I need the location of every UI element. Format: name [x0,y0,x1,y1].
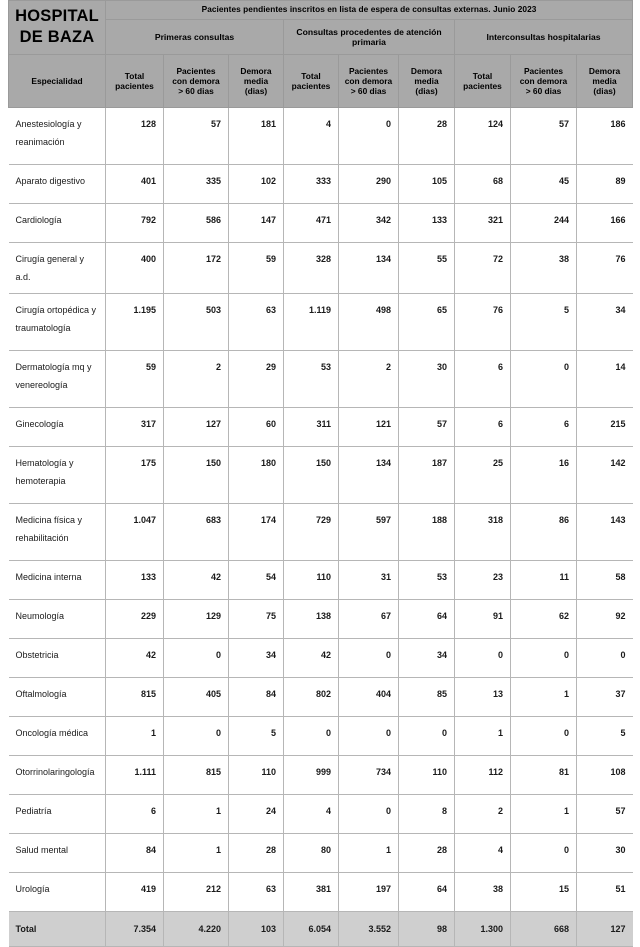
data-cell: 105 [399,165,455,204]
data-cell: 328 [284,243,339,294]
data-cell: 25 [455,447,511,504]
table-row [9,294,633,351]
data-cell: 381 [284,873,339,912]
data-cell: 503 [164,294,229,351]
data-cell: 5 [229,717,284,756]
data-cell: 121 [339,408,399,447]
table-row [9,108,633,165]
data-cell: 64 [399,873,455,912]
specialty-label-line: Cardiología [15,215,62,225]
data-cell: 150 [164,447,229,504]
data-cell: 166 [577,204,633,243]
specialty-label-line: reanimación [15,137,65,147]
label-dias: (dias) [593,86,616,97]
data-cell: 57 [164,108,229,165]
label-con-demora: con demora [519,75,568,86]
data-cell: 11 [511,561,577,600]
data-cell: 68 [455,165,511,204]
specialty-label-line: venereología [15,380,68,390]
data-cell: 215 [577,408,633,447]
total-data-cell: 98 [399,912,455,947]
data-cell: 134 [339,447,399,504]
table-body [9,108,633,947]
data-cell: 53 [284,351,339,408]
data-cell: 1.195 [106,294,164,351]
table-row [9,408,633,447]
specialty-label-line: Hematología y [15,458,74,468]
data-cell: 5 [511,294,577,351]
data-cell: 24 [229,795,284,834]
label-mas-60-dias: > 60 dias [525,86,562,97]
data-cell: 186 [577,108,633,165]
label-dias: (dias) [244,86,268,97]
data-cell: 110 [284,561,339,600]
data-cell: 13 [455,678,511,717]
label-dias: (dias) [415,86,438,97]
data-cell: 30 [577,834,633,873]
data-cell: 0 [164,717,229,756]
data-cell: 311 [284,408,339,447]
data-cell: 683 [164,504,229,561]
data-cell: 133 [399,204,455,243]
data-cell: 1 [164,834,229,873]
specialty-label-line: Cirugía ortopédica y [15,305,97,315]
label-pacientes: pacientes [291,81,331,91]
data-cell: 23 [455,561,511,600]
column-header-ap-demora-60 [339,55,399,108]
data-cell: 76 [455,294,511,351]
data-cell: 0 [339,717,399,756]
data-cell: 37 [577,678,633,717]
data-cell: 81 [511,756,577,795]
data-cell: 2 [339,351,399,408]
data-cell: 28 [399,108,455,165]
data-cell: 42 [164,561,229,600]
data-cell: 2 [164,351,229,408]
label-media: media [592,75,617,86]
table-row [9,678,633,717]
total-data-cell: 6.054 [284,912,339,947]
data-cell: 342 [339,204,399,243]
specialty-label-line: Otorrinolaringología [15,767,95,777]
specialty-cell [9,408,106,447]
data-cell: 34 [577,294,633,351]
table-row [9,873,633,912]
table-row [9,756,633,795]
total-label: Total [9,912,106,947]
total-row [9,912,633,947]
data-cell: 197 [339,873,399,912]
specialty-label-line: Cirugía general y a.d. [15,254,85,282]
data-cell: 0 [455,639,511,678]
data-cell: 175 [106,447,164,504]
group-header-atencion-primaria: Consultas procedentes de atención primaria [284,20,455,55]
data-cell: 815 [164,756,229,795]
data-cell: 244 [511,204,577,243]
data-cell: 419 [106,873,164,912]
data-cell: 54 [229,561,284,600]
data-cell: 84 [106,834,164,873]
data-cell: 400 [106,243,164,294]
data-cell: 51 [577,873,633,912]
data-cell: 187 [399,447,455,504]
specialty-label-line: hemoterapia [15,476,66,486]
data-cell: 67 [339,600,399,639]
data-cell: 188 [399,504,455,561]
data-cell: 317 [106,408,164,447]
column-header-pc-demora-media [229,55,284,108]
data-cell: 80 [284,834,339,873]
data-cell: 86 [511,504,577,561]
label-pacientes: Pacientes [176,65,216,76]
data-cell: 1.047 [106,504,164,561]
column-header-ap-demora-media [399,55,455,108]
data-cell: 28 [399,834,455,873]
data-cell: 586 [164,204,229,243]
specialty-label-line: Oncología médica [15,728,89,738]
data-cell: 84 [229,678,284,717]
data-cell: 1 [511,678,577,717]
specialty-cell [9,108,106,165]
group-header-primeras-consultas: Primeras consultas [106,20,284,55]
data-cell: 31 [339,561,399,600]
data-cell: 229 [106,600,164,639]
report-title: Pacientes pendientes inscritos en lista de espera de consultas externas. Junio 2023 [106,1,633,20]
data-cell: 4 [455,834,511,873]
data-cell: 91 [455,600,511,639]
data-cell: 63 [229,873,284,912]
total-data-cell: 7.354 [106,912,164,947]
data-cell: 112 [455,756,511,795]
data-cell: 1 [455,717,511,756]
label-mas-60-dias: > 60 dias [350,86,387,97]
table-row [9,204,633,243]
data-cell: 4 [284,108,339,165]
data-cell: 72 [455,243,511,294]
data-cell: 6 [455,351,511,408]
data-cell: 729 [284,504,339,561]
data-cell: 792 [106,204,164,243]
data-cell: 1 [164,795,229,834]
specialty-label-line: Pediatría [15,806,52,816]
data-cell: 60 [229,408,284,447]
table-row [9,795,633,834]
data-cell: 0 [577,639,633,678]
specialty-label-line: Anestesiología y [15,119,82,129]
table-row [9,600,633,639]
data-cell: 401 [106,165,164,204]
data-cell: 85 [399,678,455,717]
data-cell: 45 [511,165,577,204]
data-cell: 55 [399,243,455,294]
label-total: Total [472,70,493,81]
data-cell: 42 [284,639,339,678]
data-cell: 2 [455,795,511,834]
total-data-cell: 103 [229,912,284,947]
data-cell: 290 [339,165,399,204]
data-cell: 0 [339,795,399,834]
data-cell: 498 [339,294,399,351]
label-demora: Demora [240,65,272,76]
specialty-cell [9,351,106,408]
data-cell: 38 [455,873,511,912]
data-cell: 143 [577,504,633,561]
data-cell: 124 [455,108,511,165]
data-cell: 181 [229,108,284,165]
column-header-pc-total-pacientes [106,55,164,108]
label-pacientes: Pacientes [348,65,389,76]
data-cell: 14 [577,351,633,408]
data-cell: 34 [399,639,455,678]
specialty-label-line: Oftalmología [15,689,67,699]
data-cell: 1 [511,795,577,834]
total-data-cell: 4.220 [164,912,229,947]
data-cell: 1.119 [284,294,339,351]
specialty-cell [9,294,106,351]
data-cell: 318 [455,504,511,561]
specialty-label-line: traumatología [15,323,71,333]
data-cell: 333 [284,165,339,204]
data-cell: 174 [229,504,284,561]
data-cell: 129 [164,600,229,639]
data-cell: 89 [577,165,633,204]
table-row [9,243,633,294]
label-total: Total [124,70,145,81]
data-cell: 0 [399,717,455,756]
data-cell: 471 [284,204,339,243]
specialty-cell [9,873,106,912]
label-pacientes: pacientes [115,81,154,91]
hospital-name-line2: DE BAZA [19,27,95,46]
data-cell: 75 [229,600,284,639]
data-cell: 29 [229,351,284,408]
data-cell: 133 [106,561,164,600]
total-data-cell: 127 [577,912,633,947]
specialty-cell [9,834,106,873]
data-cell: 138 [284,600,339,639]
data-cell: 63 [229,294,284,351]
specialty-cell [9,447,106,504]
data-cell: 999 [284,756,339,795]
specialty-cell [9,600,106,639]
data-cell: 0 [511,717,577,756]
data-cell: 92 [577,600,633,639]
data-cell: 1.111 [106,756,164,795]
data-cell: 405 [164,678,229,717]
label-pacientes: Pacientes [523,65,564,76]
data-cell: 34 [229,639,284,678]
specialty-label-line: Aparato digestivo [15,176,86,186]
data-cell: 180 [229,447,284,504]
data-cell: 57 [511,108,577,165]
label-media: media [414,75,439,86]
specialty-cell [9,795,106,834]
data-cell: 42 [106,639,164,678]
data-cell: 28 [229,834,284,873]
data-cell: 16 [511,447,577,504]
data-cell: 108 [577,756,633,795]
data-cell: 53 [399,561,455,600]
specialty-label-line: Medicina física y [15,515,83,525]
data-cell: 0 [284,717,339,756]
specialty-label-line: rehabilitación [15,533,69,543]
specialty-cell [9,639,106,678]
data-cell: 815 [106,678,164,717]
data-cell: 6 [455,408,511,447]
column-header-ih-demora-media [577,55,633,108]
data-cell: 212 [164,873,229,912]
label-mas-60-dias: > 60 dias [178,86,214,97]
data-cell: 58 [577,561,633,600]
data-cell: 110 [399,756,455,795]
specialty-label-line: Salud mental [15,845,69,855]
data-cell: 142 [577,447,633,504]
column-header-row [9,55,633,108]
column-header-ap-total-pacientes [284,55,339,108]
data-cell: 734 [339,756,399,795]
label-demora: Demora [588,65,621,76]
table-row [9,351,633,408]
specialty-label-line: Medicina interna [15,572,82,582]
data-cell: 62 [511,600,577,639]
data-cell: 0 [511,834,577,873]
data-cell: 0 [339,108,399,165]
data-cell: 57 [577,795,633,834]
label-media: media [243,75,269,86]
data-cell: 0 [339,639,399,678]
data-cell: 321 [455,204,511,243]
waiting-list-table [8,0,633,947]
column-header-ih-demora-60 [511,55,577,108]
data-cell: 128 [106,108,164,165]
data-cell: 134 [339,243,399,294]
column-header-ih-total-pacientes [455,55,511,108]
data-cell: 6 [511,408,577,447]
table-row [9,639,633,678]
table-header [9,1,633,108]
specialty-cell [9,243,106,294]
table-row [9,834,633,873]
table-row [9,165,633,204]
data-cell: 6 [106,795,164,834]
specialty-label-line: Obstetricia [15,650,59,660]
column-header-especialidad: Especialidad [9,55,106,108]
data-cell: 172 [164,243,229,294]
data-cell: 102 [229,165,284,204]
data-cell: 127 [164,408,229,447]
total-data-cell: 668 [511,912,577,947]
group-header-interconsultas: Interconsultas hospitalarias [455,20,633,55]
specialty-cell [9,204,106,243]
data-cell: 8 [399,795,455,834]
column-header-pc-demora-60 [164,55,229,108]
specialty-cell [9,756,106,795]
specialty-label-line: Neumología [15,611,65,621]
specialty-cell [9,717,106,756]
report-title-row [9,1,633,20]
data-cell: 4 [284,795,339,834]
data-cell: 150 [284,447,339,504]
specialty-label-line: Ginecología [15,419,64,429]
data-cell: 404 [339,678,399,717]
specialty-cell [9,561,106,600]
total-data-cell: 3.552 [339,912,399,947]
table-row [9,561,633,600]
data-cell: 64 [399,600,455,639]
data-cell: 0 [511,351,577,408]
data-cell: 1 [106,717,164,756]
label-con-demora: con demora [344,75,393,86]
data-cell: 59 [229,243,284,294]
data-cell: 59 [106,351,164,408]
specialty-label-line: Dermatología mq y [15,362,92,372]
label-demora: Demora [410,65,443,76]
data-cell: 57 [399,408,455,447]
label-con-demora: con demora [172,75,220,86]
specialty-label-line: Urología [15,884,50,894]
data-cell: 38 [511,243,577,294]
specialty-cell [9,504,106,561]
table-row [9,717,633,756]
specialty-cell [9,678,106,717]
specialty-cell [9,165,106,204]
data-cell: 802 [284,678,339,717]
data-cell: 30 [399,351,455,408]
hospital-name-line1: HOSPITAL [15,7,99,26]
data-cell: 147 [229,204,284,243]
data-cell: 0 [511,639,577,678]
data-cell: 0 [164,639,229,678]
label-total: Total [301,70,321,81]
hospital-name-cell [9,1,106,55]
data-cell: 65 [399,294,455,351]
data-cell: 5 [577,717,633,756]
label-pacientes: pacientes [463,81,502,91]
data-cell: 335 [164,165,229,204]
data-cell: 76 [577,243,633,294]
data-cell: 597 [339,504,399,561]
data-cell: 110 [229,756,284,795]
table-row [9,447,633,504]
data-cell: 1 [339,834,399,873]
total-data-cell: 1.300 [455,912,511,947]
table-row [9,504,633,561]
data-cell: 15 [511,873,577,912]
